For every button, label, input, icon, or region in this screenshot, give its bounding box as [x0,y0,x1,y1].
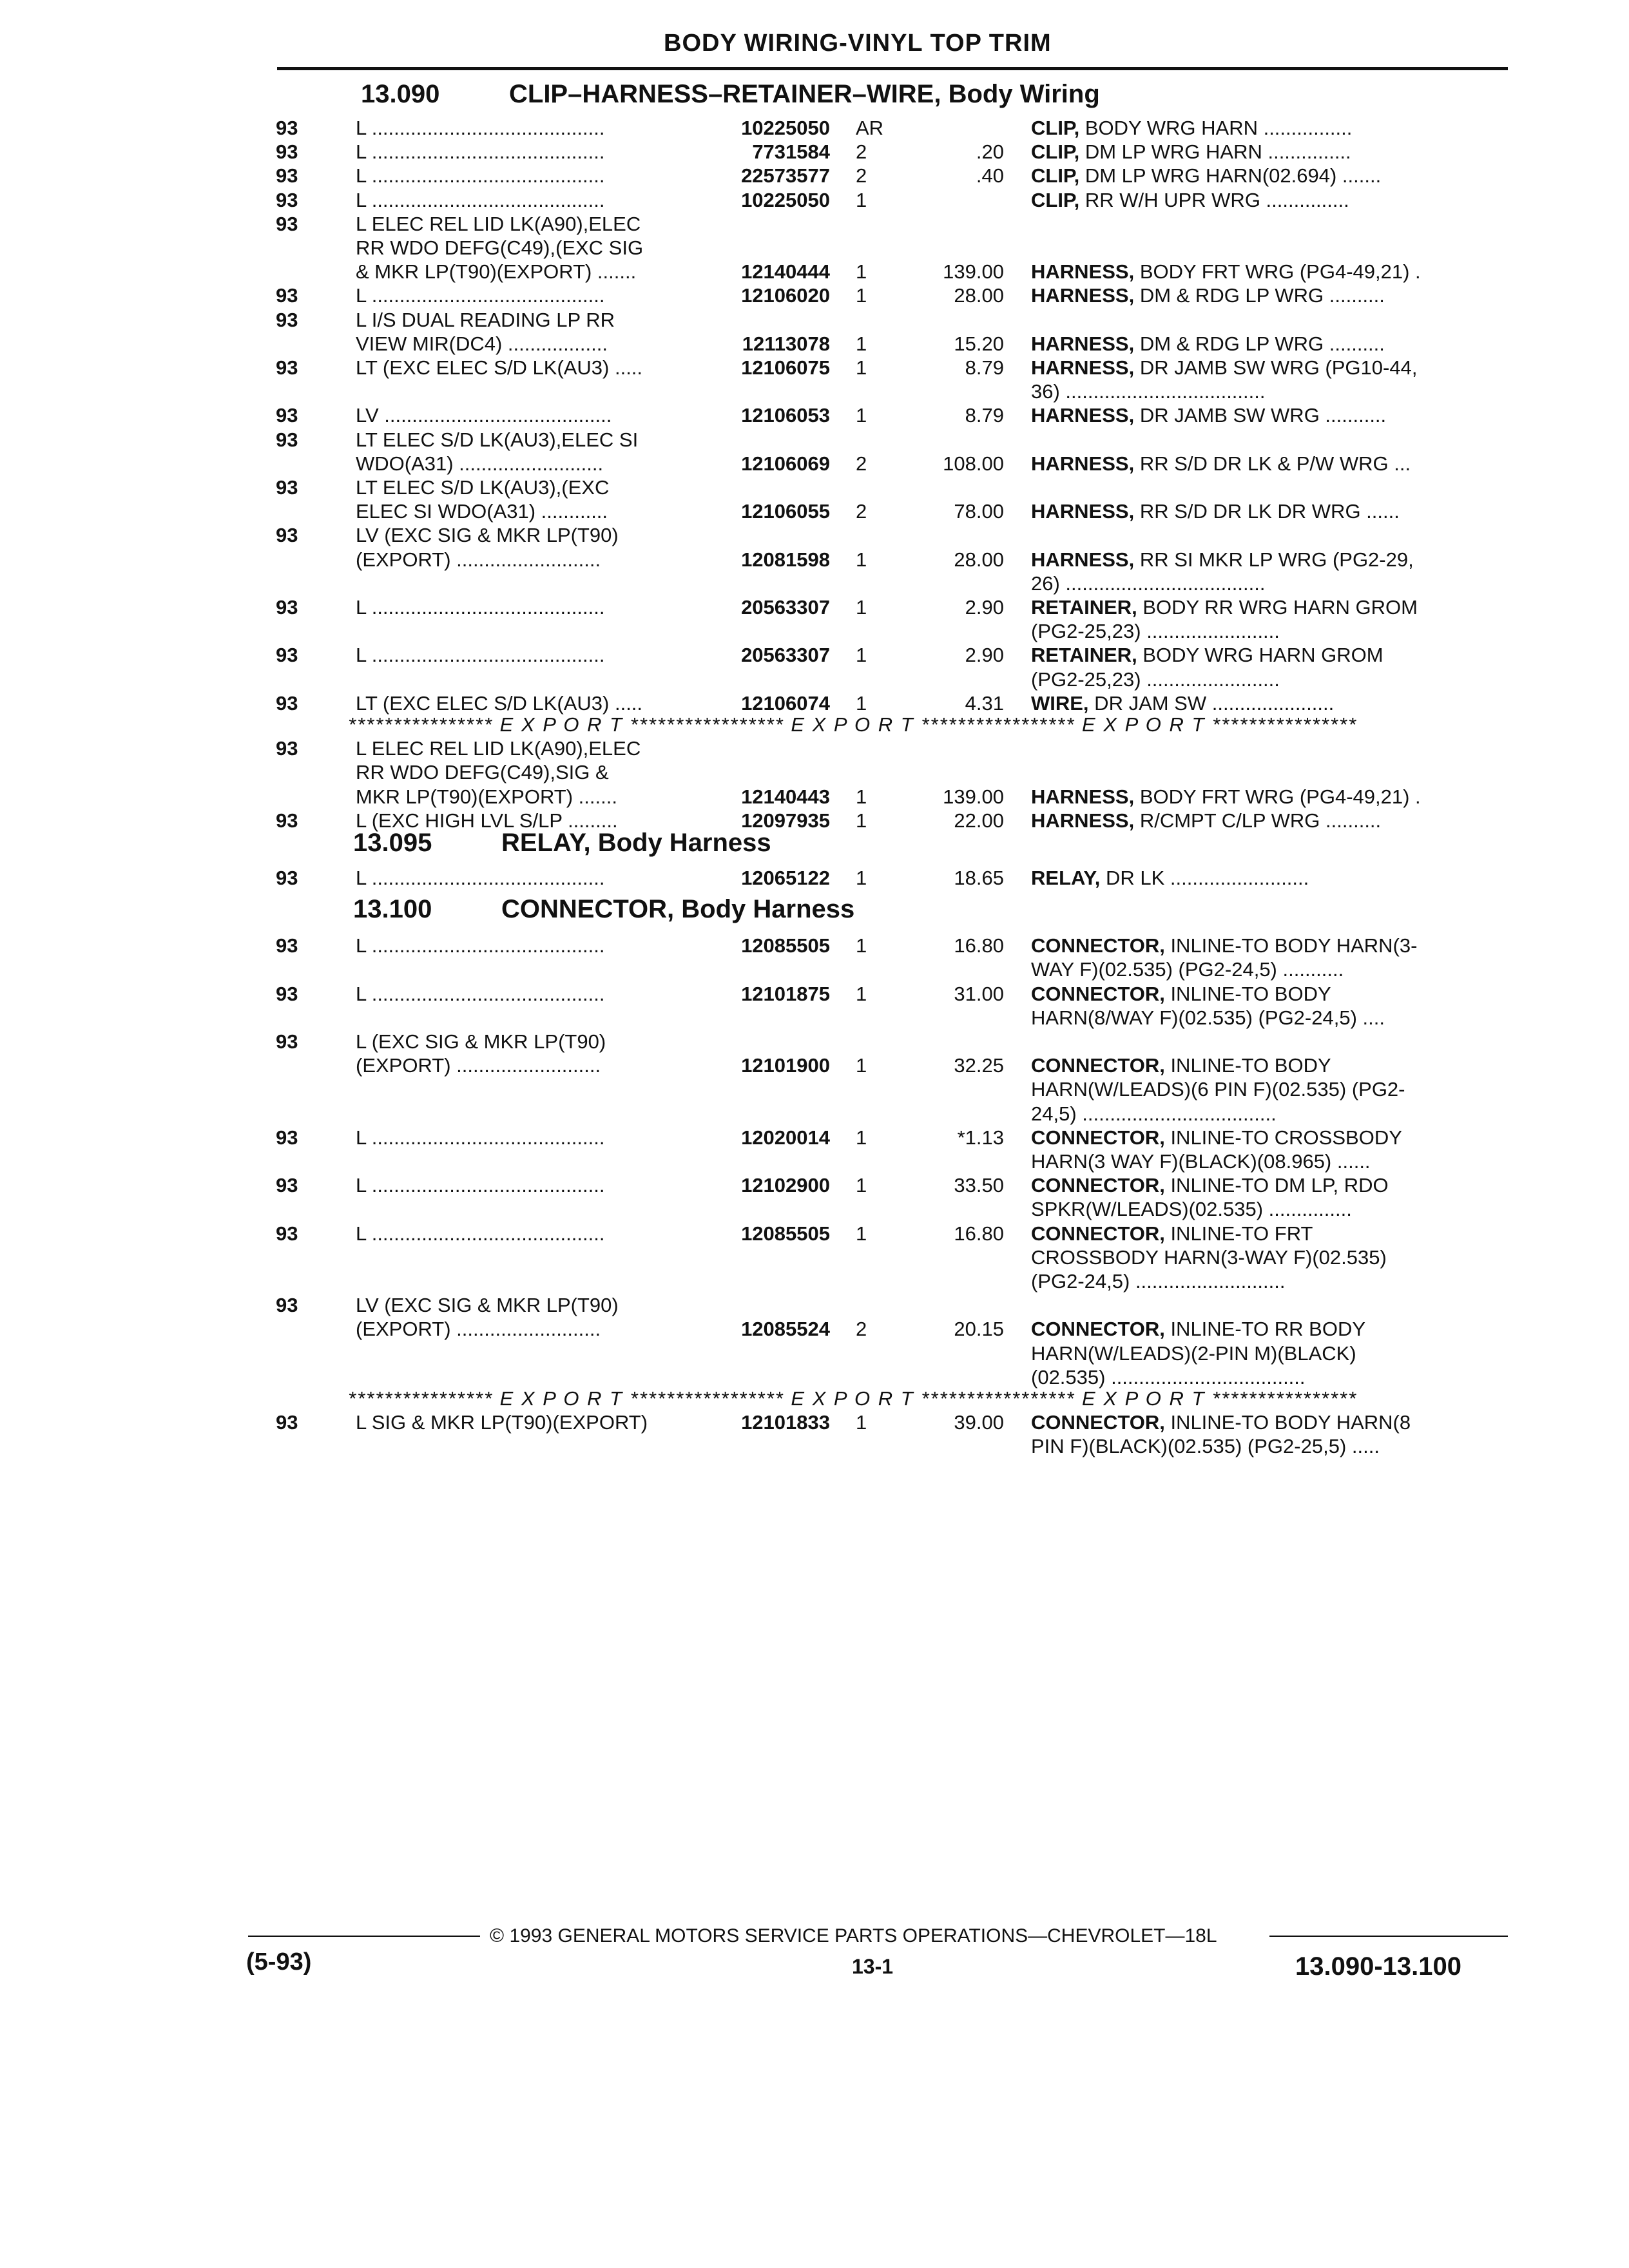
part-name: CONNECTOR, [1031,1174,1165,1197]
model-year: 93 [276,140,298,164]
price: 108.00 [943,452,1004,475]
part-description [1031,1365,1508,1389]
section-subtitle: Body Wiring [948,80,1100,108]
usage-description: L SIG & MKR LP(T90)(EXPORT) [356,1411,648,1434]
part-number: 10225050 [741,188,830,211]
part-name-detail: INLINE-TO FRT [1164,1222,1313,1245]
page-header-title: BODY WIRING-VINYL TOP TRIM [664,30,1052,57]
part-number: 20563307 [741,644,830,667]
part-name-detail: (PG2-24,5) ........................... [1031,1270,1286,1293]
price: 78.00 [954,500,1004,523]
quantity: 1 [856,809,867,832]
part-number: 12140443 [741,785,830,808]
part-name: CONNECTOR, [1031,1318,1165,1341]
part-description [1031,1434,1508,1458]
price: 18.65 [954,867,1004,889]
usage-description: L ELEC REL LID LK(A90),ELEC [356,737,641,760]
part-name-detail: 26) .................................... [1031,572,1266,595]
part-name-detail: DM & RDG LP WRG .......... [1134,284,1385,307]
quantity: 1 [856,1126,867,1149]
part-description [1031,691,1508,715]
part-number: 12085505 [741,934,830,957]
price: 8.79 [965,356,1004,379]
part-name-detail: INLINE-TO BODY HARN(3- [1164,934,1418,957]
model-year: 93 [276,644,298,667]
quantity: 2 [856,1318,867,1341]
model-year: 93 [276,308,298,331]
quantity: 2 [856,164,867,187]
section-subtitle: Body Harness [597,829,771,857]
quantity: 1 [856,982,867,1005]
quantity: 1 [856,934,867,957]
part-description [1031,1173,1508,1197]
price: 2.90 [965,644,1004,667]
quantity: 1 [856,644,867,667]
price: 33.50 [954,1174,1004,1197]
part-number: 12097935 [741,809,830,832]
usage-description: LV ......................................... [356,404,612,427]
part-name-detail: HARN(W/LEADS)(2-PIN M)(BLACK) [1031,1341,1356,1365]
section-number: 13.095 [353,829,432,857]
part-name-detail: INLINE-TO BODY HARN(8 [1164,1411,1411,1434]
quantity: 1 [856,404,867,427]
part-description [1031,260,1508,284]
part-name-detail: 24,5) ................................... [1031,1102,1277,1125]
part-description [1031,957,1508,981]
usage-description: L I/S DUAL READING LP RR [356,308,615,331]
usage-description: (EXPORT) .......................... [356,548,601,571]
part-description [1031,982,1508,1006]
part-name: CONNECTOR, [1031,1411,1165,1434]
part-name-detail: BODY FRT WRG (PG4-49,21) . [1134,785,1421,808]
part-number: 12065122 [741,867,830,889]
section-subtitle: Body Harness [681,895,855,924]
part-description [1031,284,1508,307]
part-name-detail: INLINE-TO CROSSBODY [1164,1126,1402,1149]
part-name: HARNESS, [1031,809,1135,832]
part-name-detail: (PG2-25,23) ........................ [1031,668,1280,691]
section-title [353,829,771,858]
part-description [1031,1077,1508,1101]
part-description [1031,140,1508,164]
usage-description: L .......................................... [356,596,605,619]
part-name: HARNESS, [1031,284,1135,307]
quantity: 1 [856,332,867,355]
usage-description: L .......................................... [356,1222,605,1245]
usage-description: L .......................................... [356,164,605,187]
usage-description: L (EXC SIG & MKR LP(T90) [356,1030,606,1053]
part-description [1031,452,1508,476]
model-year: 93 [276,284,298,307]
model-year: 93 [276,1174,298,1197]
usage-description: L .......................................... [356,117,605,139]
model-year: 93 [276,164,298,187]
part-description [1031,356,1508,380]
quantity: 1 [856,1222,867,1245]
model-year: 93 [276,809,298,832]
part-description [1031,785,1508,809]
model-year: 93 [276,356,298,379]
part-description [1031,164,1508,187]
part-description [1031,809,1508,832]
usage-description: L .......................................... [356,284,605,307]
part-name-detail: DR JAMB SW WRG ........... [1134,404,1387,427]
part-name: HARNESS, [1031,500,1135,523]
usage-description: ELEC SI WDO(A31) ............ [356,500,608,523]
footer-date: (5-93) [246,1948,312,1975]
part-number: 12106069 [741,452,830,475]
quantity: 1 [856,260,867,284]
usage-description: RR WDO DEFG(C49),(EXC SIG [356,236,644,259]
export-divider: **************** E X P O R T ***************** E X P O R T ***************** E X P O R T **************** [348,713,1358,736]
usage-description: L (EXC HIGH LVL S/LP ......... [356,809,618,832]
part-number: 12140444 [741,260,830,284]
price: 39.00 [954,1411,1004,1434]
usage-description: WDO(A31) .......................... [356,452,604,475]
quantity: 1 [856,596,867,619]
quantity: 1 [856,356,867,379]
usage-description: (EXPORT) .......................... [356,1318,601,1341]
price: .40 [976,164,1004,187]
part-name-detail: DM LP WRG HARN(02.694) ....... [1079,164,1382,187]
part-name: HARNESS, [1031,332,1135,355]
quantity: 1 [856,691,867,715]
footer-page-number: 13-1 [852,1955,894,1978]
part-description [1031,1006,1508,1030]
footer-rule-left [248,1936,480,1937]
part-name: HARNESS, [1031,452,1135,475]
part-number: 12020014 [741,1126,830,1149]
part-name: HARNESS, [1031,548,1135,571]
part-number: 12102900 [741,1174,830,1197]
part-name-detail: CROSSBODY HARN(3-WAY F)(02.535) [1031,1245,1387,1269]
quantity: 1 [856,188,867,211]
price: 28.00 [954,548,1004,571]
part-number: 12106075 [741,356,830,379]
part-number: 10225050 [741,117,830,139]
part-name-detail: DR JAM SW ...................... [1088,691,1335,715]
part-description [1031,188,1508,212]
part-name-detail: PIN F)(BLACK)(02.535) (PG2-25,5) ..... [1031,1435,1380,1458]
part-name-detail: RR SI MKR LP WRG (PG2-29, [1134,548,1414,571]
quantity: 2 [856,452,867,475]
part-name-detail: INLINE-TO DM LP, RDO [1164,1174,1389,1197]
part-name-detail: WAY F)(02.535) (PG2-24,5) ........... [1031,958,1344,981]
price: 15.20 [954,332,1004,355]
part-description [1031,619,1508,643]
part-name: CONNECTOR, [1031,1054,1165,1077]
export-divider: **************** E X P O R T ***************** E X P O R T ***************** E X P O R T **************** [348,1387,1358,1410]
usage-description: RR WDO DEFG(C49),SIG & [356,761,609,784]
part-name-detail: HARN(W/LEADS)(6 PIN F)(02.535) (PG2- [1031,1078,1405,1101]
part-description [1031,1341,1508,1365]
part-name-detail: INLINE-TO BODY [1164,1054,1331,1077]
usage-description: & MKR LP(T90)(EXPORT) ....... [356,260,637,284]
part-description [1031,668,1508,691]
quantity: 1 [856,1174,867,1197]
part-name: RETAINER, [1031,644,1137,667]
price: 20.15 [954,1318,1004,1341]
part-name-detail: RR S/D DR LK & P/W WRG ... [1134,452,1411,475]
price: *1.13 [957,1126,1004,1149]
section-title [361,80,1100,109]
part-description [1031,116,1508,140]
usage-description: L .......................................... [356,1126,605,1149]
part-name-detail: BODY WRG HARN ................ [1079,117,1353,139]
quantity: 2 [856,500,867,523]
usage-description: LT ELEC S/D LK(AU3),ELEC SI [356,428,639,451]
usage-description: LV (EXC SIG & MKR LP(T90) [356,524,619,547]
model-year: 93 [276,737,298,760]
part-name-detail: RR W/H UPR WRG ............... [1079,188,1349,211]
part-number: 12101875 [741,982,830,1005]
usage-description: LT ELEC S/D LK(AU3),(EXC [356,476,610,499]
usage-description: LT (EXC ELEC S/D LK(AU3) ..... [356,356,643,379]
model-year: 93 [276,982,298,1005]
part-description [1031,1126,1508,1149]
part-name: HARNESS, [1031,404,1135,427]
part-number: 12106055 [741,500,830,523]
part-name: RETAINER, [1031,596,1137,619]
part-description [1031,332,1508,356]
model-year: 93 [276,691,298,715]
part-number: 12106074 [741,691,830,715]
part-description [1031,1197,1508,1221]
price: 22.00 [954,809,1004,832]
usage-description: L .......................................... [356,644,605,667]
model-year: 93 [276,117,298,139]
part-name-detail: HARN(8/WAY F)(02.535) (PG2-24,5) .... [1031,1006,1385,1029]
part-name: HARNESS, [1031,260,1135,284]
model-year: 93 [276,476,298,499]
model-year: 93 [276,934,298,957]
part-name: CLIP, [1031,164,1080,187]
part-name-detail: (02.535) ................................... [1031,1365,1306,1389]
part-name: CLIP, [1031,117,1080,139]
footer-copyright: © 1993 GENERAL MOTORS SERVICE PARTS OPERATIONS—CHEVROLET—18L [490,1925,1217,1946]
part-number: 12081598 [741,548,830,571]
part-name-detail: INLINE-TO RR BODY [1164,1318,1366,1341]
section-number: 13.090 [361,80,440,108]
part-name-detail: DR LK ......................... [1100,867,1309,889]
usage-description: L .......................................... [356,934,605,957]
part-name-detail: BODY RR WRG HARN GROM [1137,596,1418,619]
price: 4.31 [965,691,1004,715]
part-number: 12106053 [741,404,830,427]
part-description [1031,380,1508,403]
part-number: 12101833 [741,1411,830,1434]
model-year: 93 [276,524,298,547]
usage-description: MKR LP(T90)(EXPORT) ....... [356,785,617,808]
usage-description: LV (EXC SIG & MKR LP(T90) [356,1294,619,1317]
part-name: HARNESS, [1031,356,1135,379]
model-year: 93 [276,212,298,235]
part-name-detail: INLINE-TO BODY [1164,982,1331,1005]
usage-description: L .......................................... [356,140,605,164]
price: .20 [976,140,1004,164]
part-name-detail: BODY FRT WRG (PG4-49,21) . [1134,260,1421,284]
part-description [1031,1053,1508,1077]
part-number: 12085524 [741,1318,830,1341]
price: 31.00 [954,982,1004,1005]
model-year: 93 [276,188,298,211]
footer-section-range: 13.090-13.100 [1295,1952,1462,1981]
part-description [1031,403,1508,427]
part-name: CONNECTOR, [1031,982,1165,1005]
part-name-detail: (PG2-25,23) ........................ [1031,620,1280,643]
section-heading: CLIP–HARNESS–RETAINER–WIRE, [509,80,949,108]
price: 16.80 [954,934,1004,957]
part-description [1031,934,1508,957]
part-name-detail: RR S/D DR LK DR WRG ...... [1134,500,1400,523]
price: 2.90 [965,596,1004,619]
part-name-detail: DM & RDG LP WRG .......... [1134,332,1385,355]
usage-description: (EXPORT) .......................... [356,1054,601,1077]
part-name-detail: HARN(3 WAY F)(BLACK)(08.965) ...... [1031,1150,1371,1173]
quantity: 1 [856,1411,867,1434]
quantity: 1 [856,785,867,808]
price: 16.80 [954,1222,1004,1245]
usage-description: LT (EXC ELEC S/D LK(AU3) ..... [356,691,643,715]
section-heading: RELAY, [501,829,598,857]
quantity: AR [856,117,884,139]
part-number: 12113078 [742,332,830,355]
section-title [353,895,854,924]
model-year: 93 [276,867,298,889]
footer-rule-right [1269,1936,1508,1937]
part-name: WIRE, [1031,691,1089,715]
part-number: 12085505 [741,1222,830,1245]
usage-description: L .......................................... [356,867,605,889]
part-name: RELAY, [1031,867,1101,889]
part-description [1031,866,1508,890]
part-name-detail: BODY WRG HARN GROM [1137,644,1383,667]
model-year: 93 [276,404,298,427]
part-name: CONNECTOR, [1031,934,1165,957]
quantity: 1 [856,867,867,889]
part-number: 12101900 [741,1054,830,1077]
section-heading: CONNECTOR, [501,895,682,924]
part-number: 20563307 [741,596,830,619]
price: 139.00 [943,260,1004,284]
part-description [1031,1245,1508,1269]
quantity: 1 [856,284,867,307]
part-description [1031,595,1508,619]
part-name: CONNECTOR, [1031,1126,1165,1149]
part-number: 12106020 [741,284,830,307]
price: 8.79 [965,404,1004,427]
part-name-detail: R/CMPT C/LP WRG .......... [1134,809,1382,832]
part-name-detail: DM LP WRG HARN ............... [1079,140,1351,164]
model-year: 93 [276,1411,298,1434]
part-number: 22573577 [741,164,830,187]
section-number: 13.100 [353,895,432,924]
part-description [1031,1102,1508,1126]
model-year: 93 [276,1294,298,1317]
part-description [1031,572,1508,595]
part-description [1031,1410,1508,1434]
usage-description: L .......................................... [356,188,605,211]
usage-description: VIEW MIR(DC4) .................. [356,332,608,355]
price: 32.25 [954,1054,1004,1077]
part-number: 7731584 [752,140,830,164]
model-year: 93 [276,596,298,619]
usage-description: L .......................................... [356,1174,605,1197]
part-name-detail: 36) .................................... [1031,380,1266,403]
part-description [1031,499,1508,523]
model-year: 93 [276,1126,298,1149]
part-description [1031,1222,1508,1245]
part-description [1031,548,1508,572]
quantity: 1 [856,548,867,571]
header-rule [277,67,1508,70]
part-name: CLIP, [1031,188,1080,211]
quantity: 2 [856,140,867,164]
part-name-detail: DR JAMB SW WRG (PG10-44, [1134,356,1418,379]
model-year: 93 [276,428,298,451]
part-description [1031,1269,1508,1293]
model-year: 93 [276,1030,298,1053]
price: 139.00 [943,785,1004,808]
part-description [1031,1317,1508,1341]
model-year: 93 [276,1222,298,1245]
part-description [1031,1149,1508,1173]
price: 28.00 [954,284,1004,307]
usage-description: L ELEC REL LID LK(A90),ELEC [356,212,641,235]
part-name: HARNESS, [1031,785,1135,808]
quantity: 1 [856,1054,867,1077]
usage-description: L .......................................... [356,982,605,1005]
part-description [1031,643,1508,667]
part-name: CLIP, [1031,140,1080,164]
part-name: CONNECTOR, [1031,1222,1165,1245]
part-name-detail: SPKR(W/LEADS)(02.535) ............... [1031,1198,1352,1221]
